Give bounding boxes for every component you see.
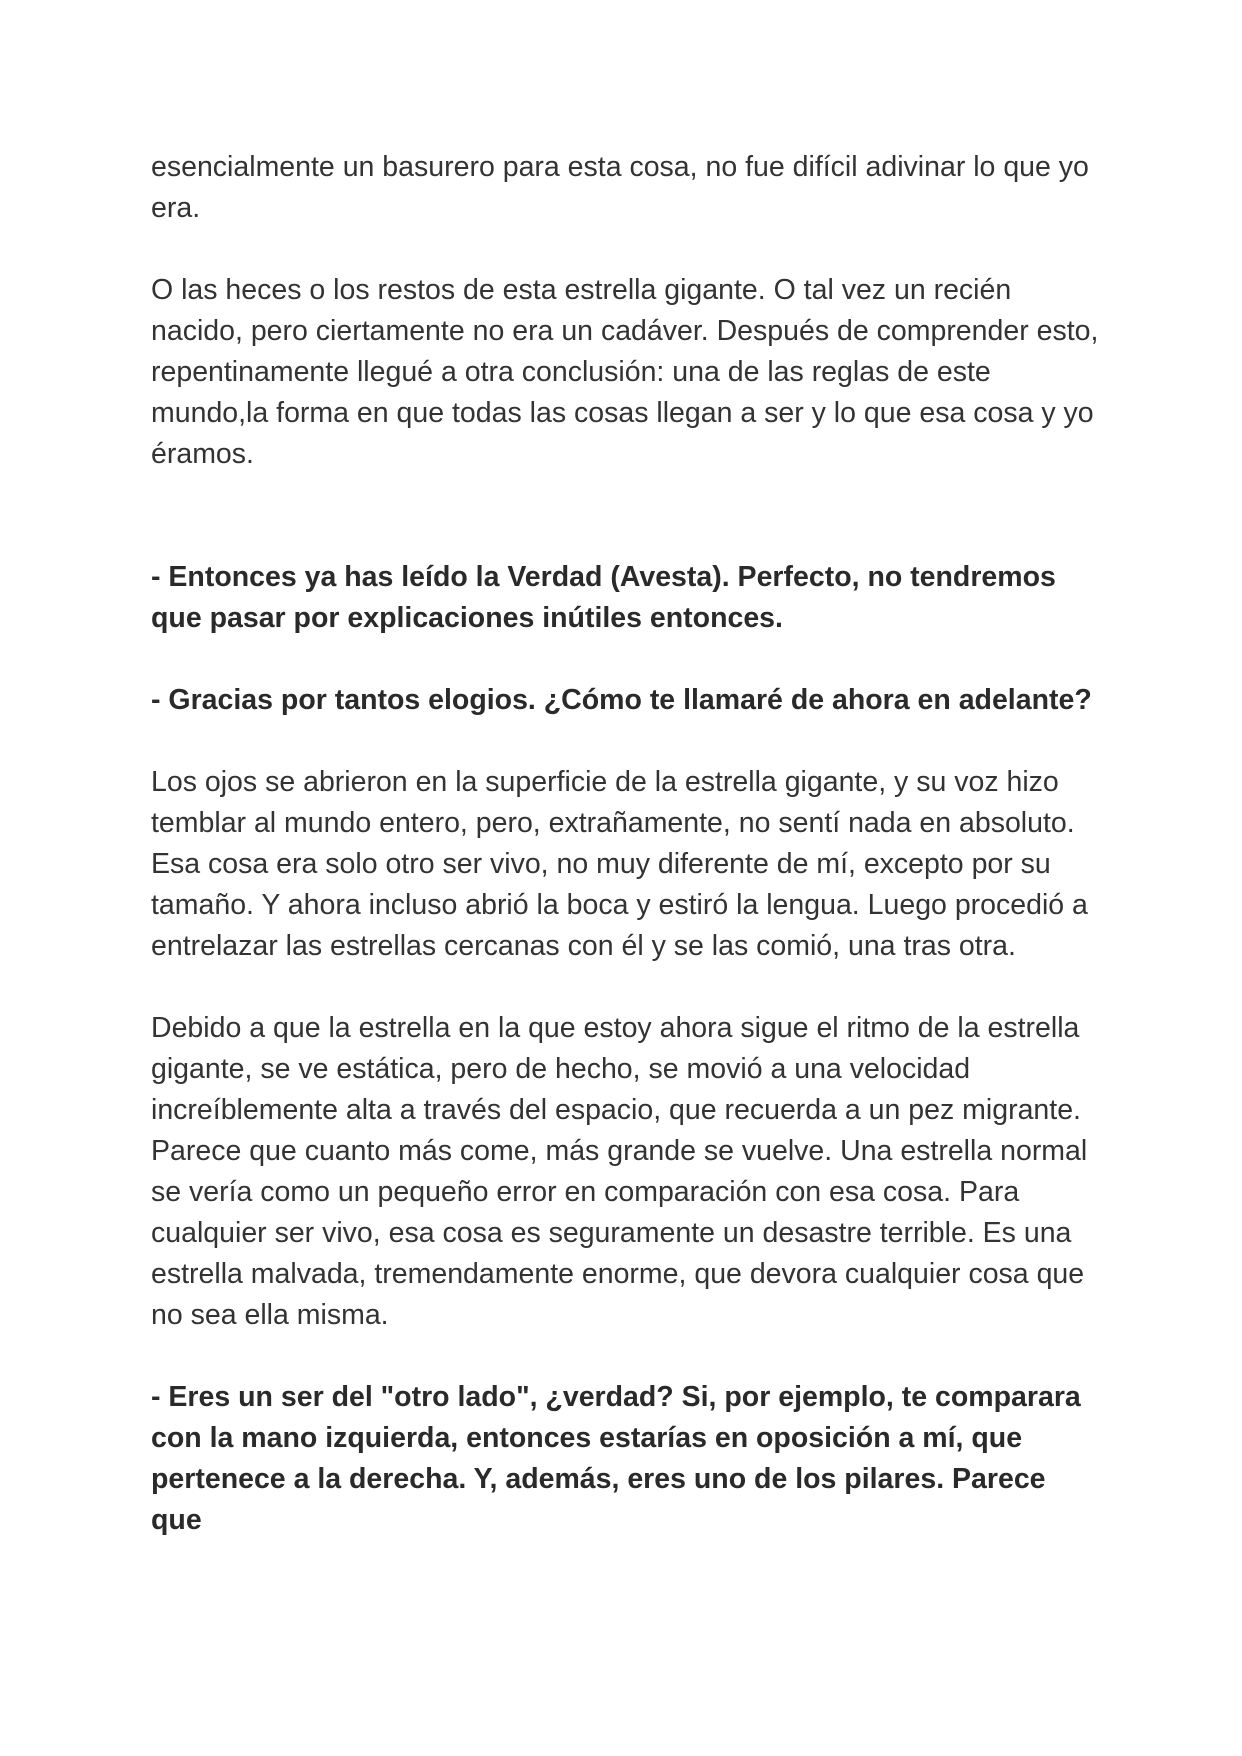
paragraph-dialogue-2: - Gracias por tantos elogios. ¿Cómo te llamaré de ahora en adelante? — [151, 684, 1092, 716]
paragraph-narration-2: O las heces o los restos de esta estrella gigante. O tal vez un recién nacido, pero ciertamente no era un cadáver. Después de comprender esto, repentinamente llegué a otra conclusión: una de las reglas de este mundo,la forma en que todas las cosas llegan a ser y lo que esa cosa y yo éramos. — [151, 274, 1099, 470]
paragraph-dialogue-3: - Eres un ser del "otro lado", ¿verdad? Si, por ejemplo, te comparara con la mano izquierda, entonces estarías en oposición a mí, que pertenece a la derecha. Y, además, eres uno de los pilares. Parece que — [151, 1381, 1081, 1536]
paragraph-narration-1: esencialmente un basurero para esta cosa, no fue difícil adivinar lo que yo era. — [151, 151, 1089, 224]
paragraph-narration-4: Debido a que la estrella en la que estoy ahora sigue el ritmo de la estrella gigante, se ve estática, pero de hecho, se movió a una velocidad increíblemente alta a través del espacio, que recuerda a un pez migrante. Parece que cuanto más come, más grande se vuelve. Una estrella normal se vería como un pequeño error en comparación con esa cosa. Para cualquier ser vivo, esa cosa es seguramente un desastre terrible. Es una estrella malvada, tremendamente enorme, que devora cualquier cosa que no sea ella misma. — [151, 1012, 1088, 1331]
paragraph-dialogue-1: - Entonces ya has leído la Verdad (Avesta). Perfecto, no tendremos que pasar por explicaciones inútiles entonces. — [151, 561, 1056, 634]
paragraph-narration-3: Los ojos se abrieron en la superficie de la estrella gigante, y su voz hizo temblar al mundo entero, pero, extrañamente, no sentí nada en absoluto. Esa cosa era solo otro ser vivo, no muy diferente de mí, excepto por su tamaño. Y ahora incluso abrió la boca y estiró la lengua. Luego procedió a entrelazar las estrellas cercanas con él y se las comió, una tras otra. — [151, 766, 1088, 962]
document-page — [151, 147, 1101, 1541]
